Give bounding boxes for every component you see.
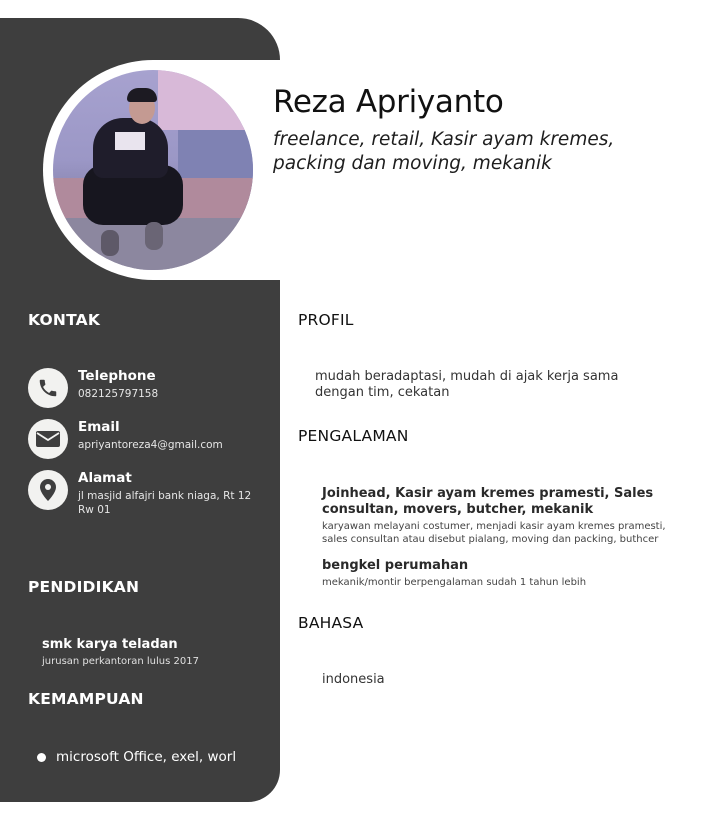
phone-icon <box>28 368 68 408</box>
contact-heading: KONTAK <box>28 311 101 329</box>
full-name: Reza Apriyanto <box>273 84 504 120</box>
profile-photo <box>53 70 253 270</box>
skill-item <box>37 749 236 765</box>
profile-heading: PROFIL <box>298 311 354 329</box>
experience-description: mekanik/montir berpengalaman sudah 1 tahun lebih <box>322 577 587 588</box>
bullet-icon <box>37 753 46 762</box>
contact-address <box>28 470 268 516</box>
tagline: freelance, retail, Kasir ayam kremes, packing dan moving, mekanik <box>273 129 615 174</box>
experience-item <box>322 558 667 589</box>
contact-label: Email <box>78 419 120 435</box>
language-item: indonesia <box>322 672 385 687</box>
experience-item <box>322 486 667 546</box>
contact-label: Alamat <box>78 470 132 486</box>
contact-email <box>28 419 268 461</box>
experience-title: Joinhead, Kasir ayam kremes pramesti, Sales consultan, movers, butcher, mekanik <box>322 486 654 517</box>
skills-heading: KEMAMPUAN <box>28 690 144 708</box>
contact-label: Telephone <box>78 368 156 384</box>
contact-telephone <box>28 368 268 410</box>
email-icon <box>28 419 68 459</box>
education-heading: PENDIDIKAN <box>28 578 140 596</box>
school-name: smk karya teladan <box>42 637 178 652</box>
school-detail: jurusan perkantoran lulus 2017 <box>42 656 199 667</box>
address-text: jl masjid alfajri bank niaga, Rt 12 Rw 01 <box>78 490 252 516</box>
email-address[interactable]: apriyantoreza4@gmail.com <box>78 439 223 451</box>
profile-text: mudah beradaptasi, mudah di ajak kerja sama dengan tim, cekatan <box>315 369 619 400</box>
phone-number[interactable]: 082125797158 <box>78 388 159 400</box>
experience-title: bengkel perumahan <box>322 558 469 573</box>
skill-label: microsoft Office, exel, worl <box>56 749 237 765</box>
language-heading: BAHASA <box>298 614 364 632</box>
location-pin-icon <box>28 470 68 510</box>
experience-heading: PENGALAMAN <box>298 427 409 445</box>
experience-description: karyawan melayani costumer, menjadi kasir ayam kremes pramesti, sales consultan atau disebut pialang, moving dan packing, buthcer <box>322 521 666 545</box>
